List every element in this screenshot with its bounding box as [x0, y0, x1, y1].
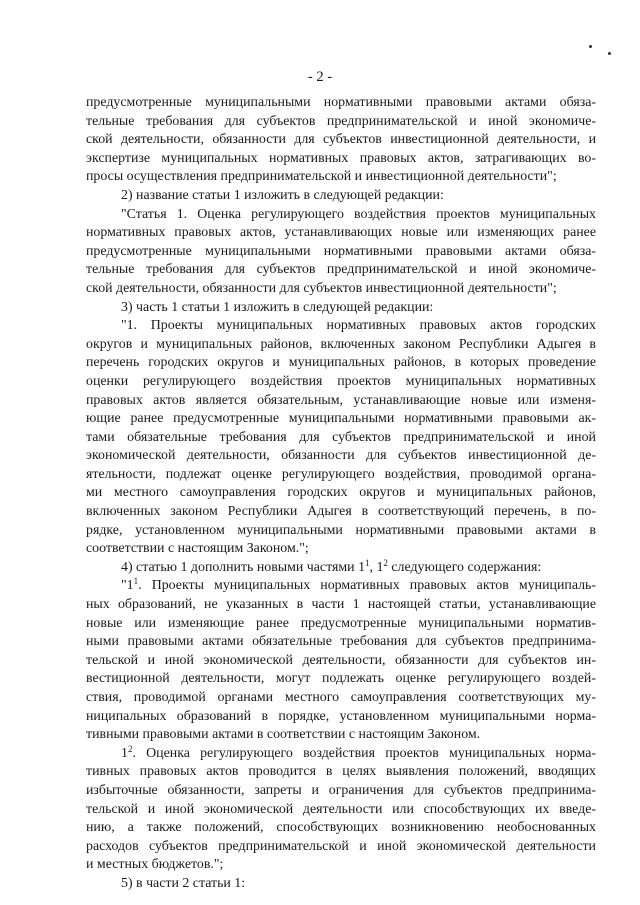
- superscript: 2: [127, 743, 133, 754]
- text-line: включенных законом Республики Адыгея в соответствующий перечень, в по-: [86, 504, 596, 520]
- scan-artifact: [589, 45, 592, 48]
- text-line: ющие ранее предусмотренные муниципальными нормативными правовыми ак-: [86, 411, 596, 427]
- page-number: - 2 -: [307, 69, 333, 85]
- text-line: ской деятельности, обязанности для субъектов инвестиционной деятельности, и: [86, 132, 596, 148]
- text-line: нию, а также положений, способствующих возникновению необоснованных: [86, 820, 596, 836]
- text-line: округов и муниципальных районов, включенных законом Республики Адыгея в: [86, 336, 596, 352]
- text-line: избыточные обязанности, запреты и ограничения для субъектов предпринима-: [86, 782, 596, 798]
- text-line: $1^2$. Оценка регулирующего воздействия проектов муниципальных норма-: [121, 743, 596, 761]
- document-body: [86, 94, 596, 894]
- text-line: ных образований, не указанных в части 1 настоящей статьи, устанавливающие: [86, 597, 596, 613]
- text-line: правовых актов является обязательным, устанавливающие новые или изменя-: [86, 392, 596, 408]
- text-line: перечень городских округов и муниципальных районов, в которых проведение: [86, 355, 596, 371]
- text-line: и местных бюджетов.";: [86, 857, 224, 873]
- text-line: 4) статью 1 дополнить новыми частями $1^1$, $1^2$ следующего содержания:: [121, 557, 542, 575]
- superscript: 2: [383, 557, 388, 568]
- text-line: 5) в части 2 статьи 1:: [121, 875, 246, 891]
- text-line: ными правовыми актами обязательные требования для субъектов предпринима-: [86, 634, 596, 650]
- text-line: тами обязательные требования для субъектов предпринимательской и иной: [86, 429, 596, 445]
- text-line: просы осуществления предпринимательской и инвестиционной деятельности";: [86, 169, 557, 185]
- text-line: экспертизе муниципальных нормативных правовых актов, затрагивающих во-: [86, 150, 596, 166]
- text-line: тельные требования для субъектов предпринимательской и иной экономиче-: [86, 262, 596, 278]
- superscript: 1: [365, 557, 370, 568]
- text-line: экономической деятельности, обязанности для субъектов инвестиционной де-: [86, 448, 596, 464]
- text-line: "1. Проекты муниципальных нормативных правовых актов городских: [121, 318, 596, 334]
- text-line: "$1^1$. Проекты муниципальных нормативных правовых актов муниципаль-: [121, 576, 596, 594]
- text-line: "Статья 1. Оценка регулирующего воздействия проектов муниципальных: [121, 206, 596, 222]
- text-line: нормативных правовых актов, устанавливающих новые или изменяющих ранее: [86, 225, 596, 241]
- text-line: 3) часть 1 статьи 1 изложить в следующей редакции:: [121, 299, 434, 315]
- text-line: ниципальных образований в порядке, установленном муниципальными норма-: [86, 708, 596, 724]
- text-line: оценки регулирующего воздействия проектов муниципальных нормативных: [86, 373, 596, 389]
- text-line: соответствии с настоящим Законом.";: [86, 541, 309, 557]
- text-line: новые или изменяющие ранее предусмотренные муниципальными норматив-: [86, 615, 596, 631]
- text-line: ской деятельности, обязанности для субъектов инвестиционной деятельности";: [86, 280, 557, 296]
- text-line: 2) название статьи 1 изложить в следующей редакции:: [121, 187, 444, 203]
- text-line: рядке, установленном муниципальными нормативными правовыми актами в: [86, 522, 596, 538]
- text-line: ствия, проводимой органами местного самоуправления соответствующих му-: [86, 690, 596, 705]
- text-line: тельской и иной экономической деятельности, обязанности для субъектов ин-: [86, 652, 596, 668]
- text-line: тивными правовыми актами в соответствии с настоящим Законом.: [86, 727, 481, 743]
- text-line: тельные требования для субъектов предпринимательской и иной экономиче-: [86, 113, 596, 129]
- text-line: предусмотренные муниципальными нормативными правовыми актами обяза-: [86, 243, 596, 259]
- text-line: тивных правовых актов проводится в целях выявления положений, вводящих: [86, 764, 596, 780]
- scan-artifact: [608, 52, 611, 55]
- text-line: ми местного самоуправления городских округов и муниципальных районов,: [86, 485, 596, 501]
- superscript: 1: [133, 576, 139, 587]
- text-line: расходов субъектов предпринимательской и иной экономической деятельности: [86, 838, 596, 854]
- text-line: вестиционной деятельности, могут подлежать оценке регулирующего воздей-: [86, 671, 596, 687]
- text-line: тельской и иной экономической деятельности или способствующих их введе-: [86, 801, 596, 817]
- text-line: ятельности, подлежат оценке регулирующего воздействия, проводимой органа-: [86, 466, 596, 482]
- text-line: предусмотренные муниципальными нормативными правовыми актами обяза-: [86, 95, 596, 110]
